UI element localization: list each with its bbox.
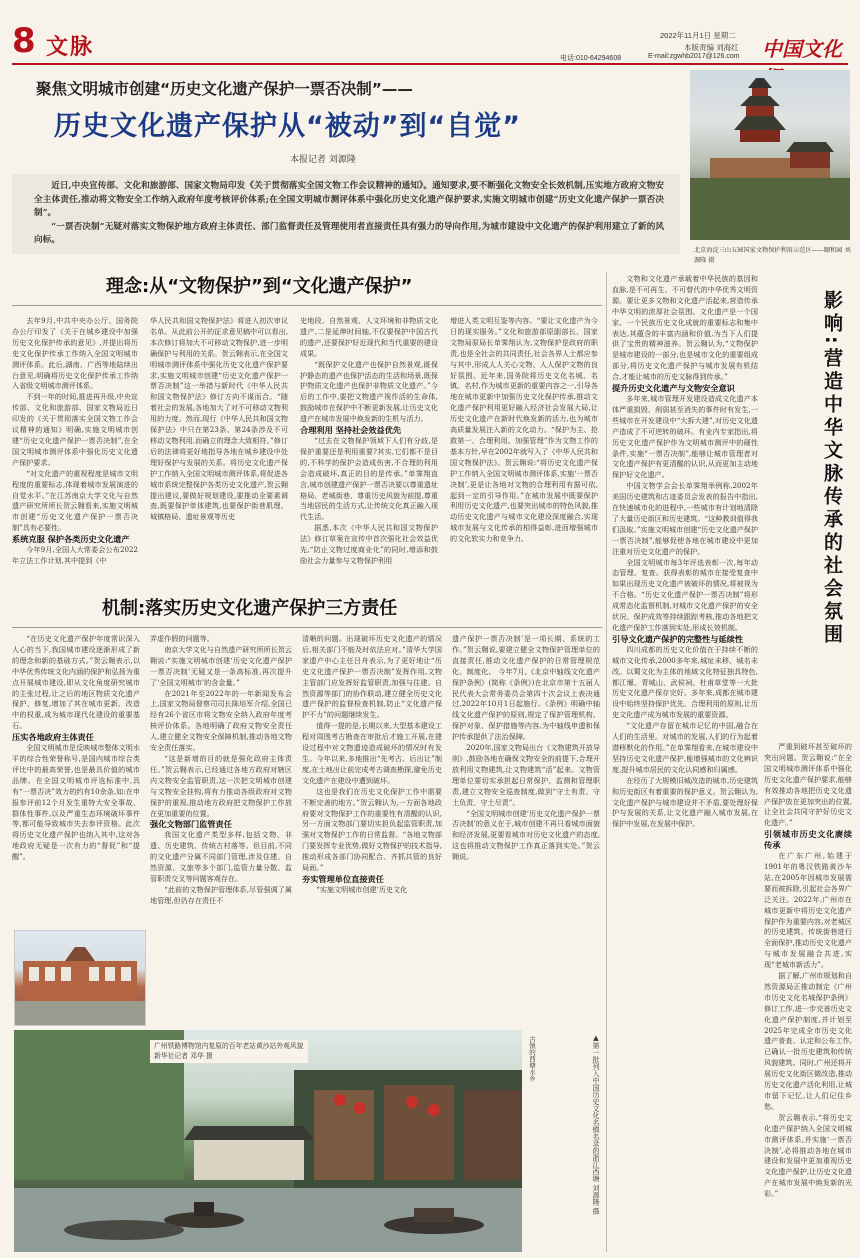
bottom-left-caption: 广州铁路博物馆内复原的百年老站黄沙站外观风貌 新华社记者 邓华 摄 — [150, 1040, 308, 1063]
paragraph: 值得一提的是,长期以来,大型基本建设工程对周围考古勘查在审批后才施工开展,在建设过程中对文物遗迹造成破坏的情况时有发生。今年以来,多地推出“先考古、后出让”制度,在土地出让前完成考古调查勘探,避免历史文化遗产在建设中遭到破坏。 — [302, 721, 442, 785]
section1-rule — [12, 305, 602, 306]
subheading: 压实各地政府主体责任 — [12, 732, 94, 743]
paragraph: “这是新增的目的就是强化政府主体责任。”贺云翱表示,已经通过各地方政府对辖区内文物安全监管职责,这一次把文明城市创建与文物安全挂钩,将有力推动各级政府对文物保护的重视,推动地方政府把文物保护工作放在更加重要的位置。 — [150, 753, 292, 818]
contact-phone: 电话:010-64294608 — [560, 55, 622, 62]
right-column-1 — [612, 274, 758, 1244]
paragraph: 2020年,国家文物局出台《文物建筑开放导则》,鼓励各地在确保文物安全的前提下,合理开放利用文物建筑,让文物建筑“活”起来。文物管理单位要切实承担起日常保护、监测和管理职责,建立文物安全巡查制度,做到“守土有责、守土负责、守土尽责”。 — [452, 743, 600, 807]
subheading: 引领城市历史文化赓续传承 — [764, 829, 852, 851]
paragraph: “过去在文物保护领域下人们有分歧,是保护重要还是利用重要?其实,它们都不是目的,不科学的保护会造成伤害,不合理的利用会造成破坏,真正的目的是传承。”单霁翔直言,城市创建遗产保护一票否决要以尊重遗址格局、老城街巷、尊重历史风貌为前提,尊重当地居民的生活方式,让传统文化真正融入现代生活。 — [300, 435, 438, 522]
section1-column-4 — [450, 316, 598, 576]
paragraph: 四川成都的历史文化价值在于持续不断的城市文化传承,2000多年来,城址未移、城名未改。以蜀文化为主体的地域文化特征独具特色,都江堰、青城山、武侯祠、杜甫草堂等一大批历史文化遗产保存完好。多年来,成都在城市建设中始终坚持保护优先、合理利用的原则,让历史文化遗产成为城市发展的重要资源。 — [612, 644, 758, 720]
paragraph: 在2021年至2022年的一年新闻发布会上,国家文物局督察司司长陈培军介绍,全国已经有26个省区市将文物安全纳入政府年度考核评价体系。各地明确了政府文物安全责任人,建立健全文物安全保障机制,推动各地文物安全责任落实。 — [150, 688, 292, 753]
page-number: 8 — [12, 21, 36, 61]
paragraph: “此前的文物保护管理体系,尽管强调了属地管理,但仍存在责任不 — [150, 884, 292, 905]
paragraph: 文物和文化遗产承载着中华民族的基因和血脉,是不可再生、不可替代的中华优秀文明资源。要让更多文物和文化遗产活起来,营造传承中华文明的浓厚社会氛围。文化遗产是一个国家、一个民族历史文化成就的重要标志和集中表达,其蕴含的丰富内涵和价值,为当下人们提供了宝贵的精神滋养。贺云翱认为,“文物保护是城市建设的一部分,也是城市文化的重要组成部分,将历史文化遗产保护与城市发展有机结合,才能让城市的历史文脉得到传承。” — [612, 274, 758, 382]
section1-column-2 — [150, 316, 288, 576]
masthead-rule — [12, 63, 848, 65]
paragraph: “在历史文化遗产保护年度常识深入人心的当下,我国城市建设逐渐形成了新的理念和新的基础方式。”贺云翱表示,以中华优秀传统文化内涵的保护和弘扬为重点开展城市建设,即从文化角度研究城市的主张过程,让之后的地区物质文化遗产保护、修复,增加了其在城市更新、改造中的权重,成为城市现代化建设的重要基石。 — [12, 634, 140, 731]
section2-column-3 — [302, 634, 442, 1046]
section2-rule — [12, 627, 602, 628]
paragraph: 多年来,城市管理开发建设造成文化遗产本体严重损毁、削弱甚至消失的事件时有发生,一些城市在开发建设中“大拆大建”,对历史文化遗产造成了不可逆转的破坏。有业内专家指出,将历史文化遗产保护作为文明城市测评中的硬性条件,实施“一票否决制”,能够让城市管理者对文化遗产保护有更清醒的认识,从而更加主动地保护好文化遗产。 — [612, 393, 758, 480]
newspaper-logo: 中国文化 — [762, 37, 842, 61]
headline-kicker: 聚焦文明城市创建“历史文化遗产保护一票否决制”—— — [36, 80, 413, 98]
section2-column-1 — [12, 634, 140, 922]
paragraph: 全国文明城市是反映城市整体文明水平的综合性荣誉称号,是国内城市综合类评比中的最高荣誉,也是最具价值的城市品牌。在全国文明城市评选标准中,具有“一票否决”效力的约有10余条,如:在申报参评前12个月发生重特大安全事故、群体性事件,以及严重生态环境破坏事件等,都可能导致城市失去参评资格。此次将历史文化遗产保护也纳入其中,这对各地政府无疑是一次有力的“督促”和“提醒”。 — [12, 743, 140, 862]
subheading: 合理利用 坚持社会效益优先 — [300, 425, 402, 436]
section2-title: 机制:落实历史文化遗产保护三方责任 — [102, 598, 398, 619]
paragraph: “实施文明城市创建‘历史文化 — [316, 884, 408, 894]
right-section-divider — [606, 272, 607, 1252]
paragraph: 据悉,本次《中华人民共和国文物保护法》修订草案在宣传中首次强化社会效益优先,“防止文物过度商业化”的同时,增添和鼓励社会力量参与文物保护利用 — [300, 523, 438, 565]
right-column-2 — [764, 742, 852, 1248]
paragraph: “全国文明城市创建‘历史文化遗产保护一票否决制’的意义在于,城市创建不再只看城市面貌和经济发展,更要看城市对历史文化遗产的态度,这也将推动文物保护工作真正落到实处。”贺云翱说。 — [452, 808, 600, 862]
paragraph: 清晰的问题。出现破坏历史文化遗产的情况后,相关部门不能及时依法应对。”清华大学国家遗产中心主任吕舟表示,为了更好地让“历史文化遗产保护一票否决制”发挥作用,文物主管部门应发挥好监管职责,加强与住建、自然资源等部门的协作联动,建立健全历史文化遗产保护的监督检查机制,防止“文化遗产保护不力”的问题继续发生。 — [302, 634, 442, 720]
bottom-right-caption: ▲第一批列入中国历史文化名镇名录的浙江西塘 刘源隆 摄 — [592, 1034, 600, 1215]
lead-paragraph: 近日,中央宣传部、文化和旅游部、国家文物局印发《关于贯彻落实全国文物工作会议精神的通知》。通知要求,要不断强化文物安全长效机制,压实地方政府文物安全主体责任,推动将文物安全工作纳入政府年度考核评价体系;在全国文明城市测评体系中强化历史文化遗产保护要求,实施文明城市创建“历史文化遗产保护一票否决制”。 — [34, 181, 664, 219]
lead-text — [34, 180, 664, 248]
paragraph: 不到一年的时间,推进再升级,中央宣传部、文化和旅游部、国家文物局近日印发的《关于贯彻落实全国文物工作会议精神的通知》明确,实施文明城市创建“历史文化遗产保护一票否决制”,在全国文明城市测评体系中强化历史文化遗产保护要求。 — [12, 392, 138, 467]
byline: 本报记者 刘源隆 — [290, 155, 356, 165]
lead-paragraph: “一票否决制”无疑对落实文物保护地方政府主体责任、部门监督责任及管理使用者直接责任具有强力的导向作用,为城市建设中文化遗产的保护利用建立了新的风向标。 — [34, 221, 664, 246]
paragraph: 贺云翱表示,“将历史文化遗产保护纳入全国文明城市测评体系,并实施‘一票否决制’,必将推动各地在城市建设和发展中更加重视历史文化遗产保护,让历史文化遗产在城市发展中焕发新的光彩。” — [764, 1112, 852, 1199]
paragraph: “对文化遗产的重视程度是城市文明程度的重要标志,体现着城市发展演进的自觉水平。”在江苏南京大学文化与自然遗产研究所所长贺云翱看来,实施文明城市创建“历史文化遗产保护一票否决制”具有必要性。 — [12, 468, 138, 533]
subheading: 提升历史文化遗产与文物安全意识 — [612, 383, 735, 394]
summer-palace-photo — [690, 70, 850, 240]
subheading: 强化文物部门监管责任 — [150, 819, 232, 830]
paragraph: 去年9月,中共中央办公厅、国务院办公厅印发了《关于在城乡建设中加强历史文化保护传承的意见》,并提出将历史文化保护传承工作纳入全国文明城市测评体系。此后,湖南、广西等地陆续出台意见,明确将历史文化保护传承工作纳入省级文明城市测评体系。 — [12, 316, 138, 391]
right-vertical-title: 影响:营造中华文脉传承的社会氛围 — [821, 290, 843, 647]
subheading: 夯实管理单位直接责任 — [302, 873, 384, 884]
paragraph: 遗产保护一票否决制’是一项长期、系统的工作。”贺云翱说,要建立健全文物保护管理单位的直接责任,推动文化遗产保护的日常管理规范化、制度化。 今年7月,《北京中轴线文化遗产保护条例》(简称《条例》)在北京市第十五届人民代表大会常务委员会第四十次会议上表决通过,2022年10月1日起施行。《条例》明确中轴线文化遗产保护的原则,规定了保护管理机构、保护对象、保护措施等内容,为中轴线申遗和保护传承提供了法治保障。 — [452, 634, 600, 742]
contact-email: E-mail:zgwhb2017@126.com — [648, 53, 740, 60]
paragraph: 在经历了大规模旧城改造的城市,历史建筑和历史街区有着重要的保护意义。贺云翱认为,文化遗产保护与城市建设并不矛盾,要处理好保护与发展的关系,让文化遗产融入城市发展,在保护中发展,在发展中保护。 — [612, 775, 758, 829]
paragraph: 史地段、自然景观、人文环境和非物质文化遗产,二是延伸时间轴,不仅要保护中国古代的遗产,还要保护好近现代和当代重要的建设成果。 — [300, 316, 438, 358]
paragraph: 今年9月,全国人大常委会公布2022年立法工作计划,其中提到《中 — [12, 545, 138, 565]
paragraph: 我国文化遗产类型多样,包括文物、非遗、历史建筑、传统古村落等。但目前,不同的文化遗产分属不同部门管理,涉及住建、自然资源、文旅等多个部门,监管力量分散、监管职责交叉等问题客观存在。 — [150, 830, 292, 883]
paragraph: 华人民共和国文物保护法》将进入初次审议名单。从此前公开的征求意见稿中可以看出,本次修订将加大不可移动文物保护,进一步明确保护与利用的关系。贺云翱表示,在全国文明城市测评体系中强化历史文化遗产保护要求,实施文明城市创建“历史文化遗产保护一票否决制”这一举措与新时代《中华人民共和国文物保护法》修订方向不谋而合。“随着社会的发展,各地加大了对不可移动文物利用的力度。然而,现行《中华人民共和国文物保护法》中只在第23条、第24条涉及不可移动文物利用,而确立的理念大致相符。”修订后的法律将更好地指导各地在城乡建设中处理好保护与发展的关系。将历史文化遗产保护工作纳入全国文明城市测评体系,将促进各城市系统完整保护各类历史文化遗产,贺云翱提出建议,要做好规划建设,要推动全要素调查,既要保护单体建筑,也要保护街巷肌理、城镇格局、遗址景观等历史 — [150, 316, 288, 522]
paragraph: “既保护文化遗产也保护自然景观,既保护静态的遗产也保护活态的生活和场景,既保护物质文化遗产也保护非物质文化遗产。”今后的工作中,要把文物遗产视作活的生命体,鼓励城市在保护中不断更新发展,让历史文化遗产在城市发展中焕发新的生机与活力。 — [300, 359, 438, 424]
railway-station-photo — [14, 930, 146, 1026]
section2-column-4 — [452, 634, 600, 1046]
section1-title: 理念:从“文物保护”到“文化遗产保护” — [106, 276, 413, 297]
section1-column-1 — [12, 316, 138, 576]
paragraph: 全国文明城市每3年评选表彰一次,每年动态管理、复查。获得表彰的城市在接受复查中如果出现历史文化遗产被破坏的情况,将被视为不合格。“历史文化遗产保护一票否决制”将形成常态化监督机制,对城市文化遗产保护的安全状况、保护成效等持续跟踪考核,推动各地把文化遗产保护工作落到实处,形成长效机制。 — [612, 557, 758, 632]
section2-column-2 — [150, 634, 292, 1034]
section1-column-3 — [300, 316, 438, 576]
paragraph: 南京大学文化与自然遗产研究所所长贺云翱说:“实施文明城市创建‘历史文化遗产保护一票否决制’无疑又是一条高标准,再次提升了‘全国文明城市’的含金量。” — [150, 644, 292, 687]
paragraph: 增进人类文明互鉴等内容。“要让文化遗产为今日的现实服务。”文化和旅游部原副部长、国家文物局原局长单霁翔认为,文物保护是政府的职责,也是全社会的共同责任,社会各界人士都应参与其中,形成人人关心文物、人人保护文物的良好氛围。近年来,国务院将历史文化名城、名镇、名村,作为城市更新的重要内容之一,引导各地在城市更新中加强历史文化保护传承,推动文化遗产保护利用更好融入经济社会发展大局,让历史文化遗产在新时代焕发新的活力,也为城市高质量发展注入新的文化动力。“保护为主、抢救第一、合理利用、加强管理”作为文物工作的基本方针,早在2002年就写入了《中华人民共和国文物保护法》。贺云翱说:“将历史文化遗产保护工作纳入全国文明城市测评体系,实施‘一票否决制’,更是让各地对文物的合理利用有据可依,起到一定的引导作用。”在城市发展中既要保护利用历史文化遗产,也要突出城市的特色风貌,推动历史文化遗产与城市文化建设深度融合,实现城市发展与文化传承的相得益彰,进而增强城市的文化软实力和竞争力。 — [450, 316, 598, 544]
headline-title: 历史文化遗产保护从“被动”到“自觉” — [54, 111, 521, 142]
paragraph: 中国文物学会会长单霁翔举例称,2002年美国历史建筑和古迹委员会发表的报告中指出,在快速城市化的进程中,一些城市有计划地清除了大量历史街区和历史建筑。“这种教训值得我们汲取。”实施文明城市创建“历史文化遗产保护一票否决制”,能够促使各地在城市建设中更加注重对历史文化遗产的保护。 — [612, 481, 758, 556]
paragraph: “文化遗产存留在城市记忆的中国,融合在人们的生活里。对城市的发展,人们的行为起着潜移默化的作用。”在单霁翔看来,在城市建设中坚持历史文化遗产保护,能增强城市的文化辨识度,提升城市居民的文化认同感和归属感。 — [612, 721, 758, 774]
page-editor: 本版责编 刘海红 — [684, 43, 739, 52]
paragraph: 严重到破坏甚至破坏的突出问题。贺云翱说:“在全国文明城市测评体系中强化历史文化遗产保护要求,能够有效推动各地把历史文化遗产保护放在更加突出的位置,让全社会共同守护好历史文化遗产。” — [764, 742, 852, 828]
xitang-water-town-photo — [14, 1030, 522, 1252]
subheading: 引导文化遗产保护的完整性与延续性 — [612, 633, 744, 644]
paragraph: 这也是我们在历史文化保护工作中需要不断完善的地方。”贺云翱认为,一方面各地政府要对文物保护工作的重要性有清醒的认识,另一方面文物部门要切实担负起监管职责,加强对文物保护工作的日常监督。“各地文物部门要发挥专业优势,做好文物保护的技术指导,推动形成各部门协同配合、齐抓共管的良好局面。” — [302, 786, 442, 873]
paragraph: 弄虚作假的问题等。 — [150, 634, 214, 643]
paragraph: 据了解,广州市规划和自然资源局正推动制定《广州市历史文化名城保护条例》修订工作,进一步完善历史文化遗产保护制度,并计划至2025年完成全市历史文化遗产普查、认定和公布工作,已确认一批历史建筑和传统风貌建筑。同时,广州还将开展历史文化街区微改造,推动历史文化遗产活化利用,让城市留下记忆,让人们记住乡愁。 — [764, 971, 852, 1111]
paragraph: 在广东广州,始建于1901年的粤汉铁路黄沙车站,在2005年因城市发展需要而被拆除,引起社会各界广泛关注。2022年,广州市在城市更新中将历史文化遗产保护作为重要内容,对老城区的历史建筑、传统街巷进行全面保护,推动历史文化遗产与城市发展融合共进,实现“老城市新活力”。 — [764, 851, 852, 970]
issue-date: 2022年11月1日 星期二 — [660, 31, 736, 40]
section-name: 文脉 — [46, 35, 95, 60]
bottom-right-side-caption: 古镇的西塘水乡 — [528, 1036, 536, 1082]
top-photo-caption: 北京海淀三山五园国家文物保护利用示范区——颐和园 刘源隆 摄 — [694, 247, 851, 264]
subheading: 系统克服 保护各类历史文化遗产 — [12, 534, 130, 545]
